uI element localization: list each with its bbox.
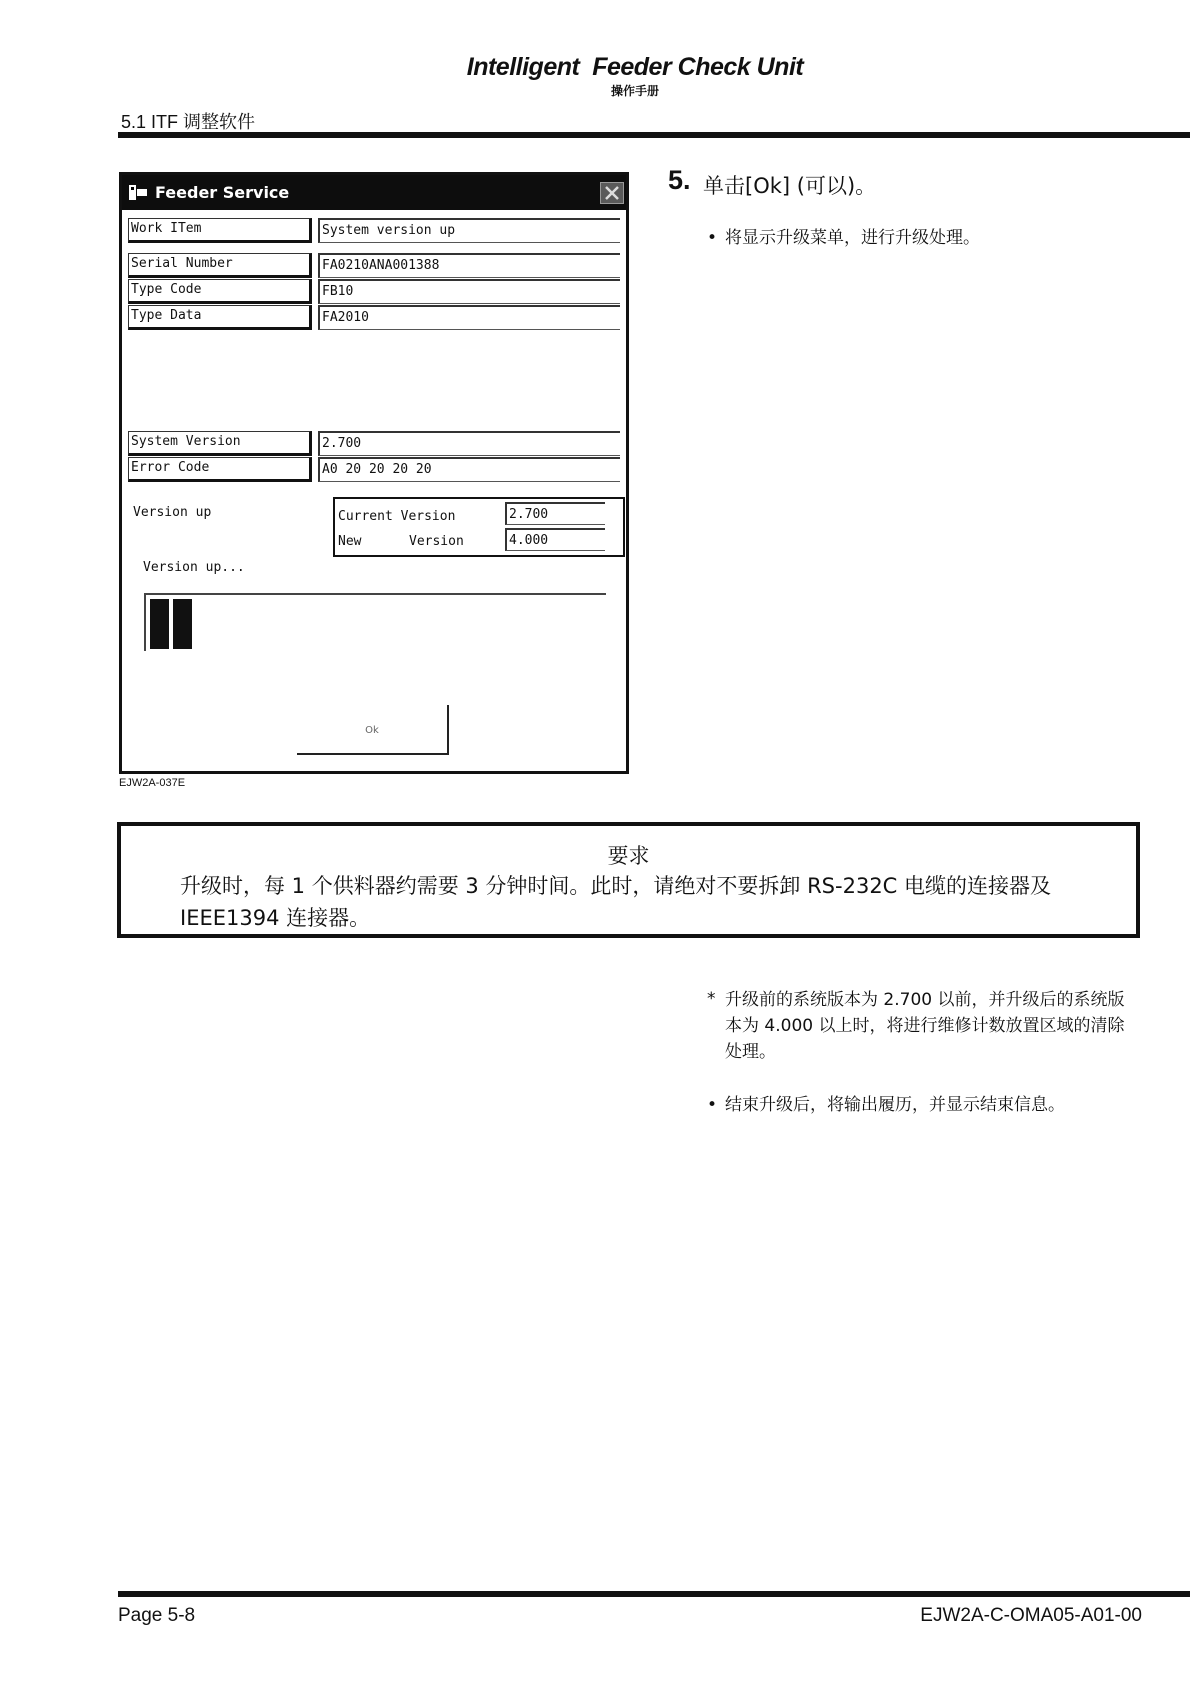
feeder-app-icon xyxy=(128,184,148,201)
end-bullet-text: 结束升级后，将输出履历，并显示结束信息。 xyxy=(725,1095,1065,1115)
type-data-value: FA2010 xyxy=(318,305,620,330)
error-code-label: Error Code xyxy=(128,457,312,482)
step-bullet-text: 将显示升级菜单，进行升级处理。 xyxy=(725,228,980,248)
step-bullet xyxy=(707,223,980,248)
system-version-value: 2.700 xyxy=(318,431,620,456)
progress-bar xyxy=(144,593,606,651)
footer-rule xyxy=(118,1591,1190,1597)
section-heading: 5.1 ITF 调整软件 xyxy=(121,112,256,132)
progress-label: Version up... xyxy=(143,560,245,575)
manual-subtitle: 操作手册 xyxy=(610,84,659,98)
serial-number-label: Serial Number xyxy=(128,253,312,278)
new-version-value: 4.000 xyxy=(505,528,605,551)
manual-title: Intelligent Feeder Check Unit xyxy=(466,53,804,81)
dialog-title: Feeder Service xyxy=(155,183,290,202)
end-bullet xyxy=(707,1090,1065,1115)
feeder-service-dialog xyxy=(119,172,629,774)
requirement-box xyxy=(117,822,1140,938)
step-text: 单击[Ok] (可以)。 xyxy=(703,174,877,198)
new-label: New xyxy=(338,534,362,549)
progress-block xyxy=(150,599,169,649)
error-code-value: A0 20 20 20 20 xyxy=(318,457,620,482)
current-version-value: 2.700 xyxy=(505,502,605,525)
ok-button[interactable]: Ok xyxy=(297,705,449,755)
page-number: Page 5-8 xyxy=(118,1605,196,1626)
version-box xyxy=(333,497,625,557)
header-rule xyxy=(118,132,1190,138)
serial-number-value: FA0210ANA001388 xyxy=(318,253,620,278)
asterisk-mark: * xyxy=(707,989,716,1009)
type-data-label: Type Data xyxy=(128,305,312,330)
current-version-label: Current Version xyxy=(338,509,456,524)
dialog-titlebar xyxy=(122,175,626,210)
asterisk-note: 升级前的系统版本为 2.700 以前，并升级后的系统版本为 4.000 以上时，将进行维修计数放置区域的清除处理。 xyxy=(725,990,1125,1062)
requirement-title: 要求 xyxy=(607,844,650,868)
requirement-body: 升级时，每 1 个供料器约需要 3 分钟时间。此时，请绝对不要拆卸 RS-232C 电缆的连接器及 IEEE1394 连接器。 xyxy=(180,874,1052,930)
system-version-label: System Version xyxy=(128,431,312,456)
figure-id: EJW2A-037E xyxy=(119,777,186,789)
document-code: EJW2A-C-OMA05-A01-00 xyxy=(920,1605,1142,1626)
work-item-label: Work ITem xyxy=(128,218,312,243)
progress-block xyxy=(173,599,192,649)
work-item-value: System version up xyxy=(318,218,620,243)
close-icon[interactable] xyxy=(600,182,624,204)
new-version-label: Version xyxy=(409,534,464,549)
bullet-dot: • xyxy=(707,1095,718,1115)
version-up-label: Version up xyxy=(133,505,212,520)
bullet-dot: • xyxy=(707,228,718,248)
type-code-label: Type Code xyxy=(128,279,312,304)
type-code-value: FB10 xyxy=(318,279,620,304)
step-number: 5. xyxy=(668,165,691,195)
